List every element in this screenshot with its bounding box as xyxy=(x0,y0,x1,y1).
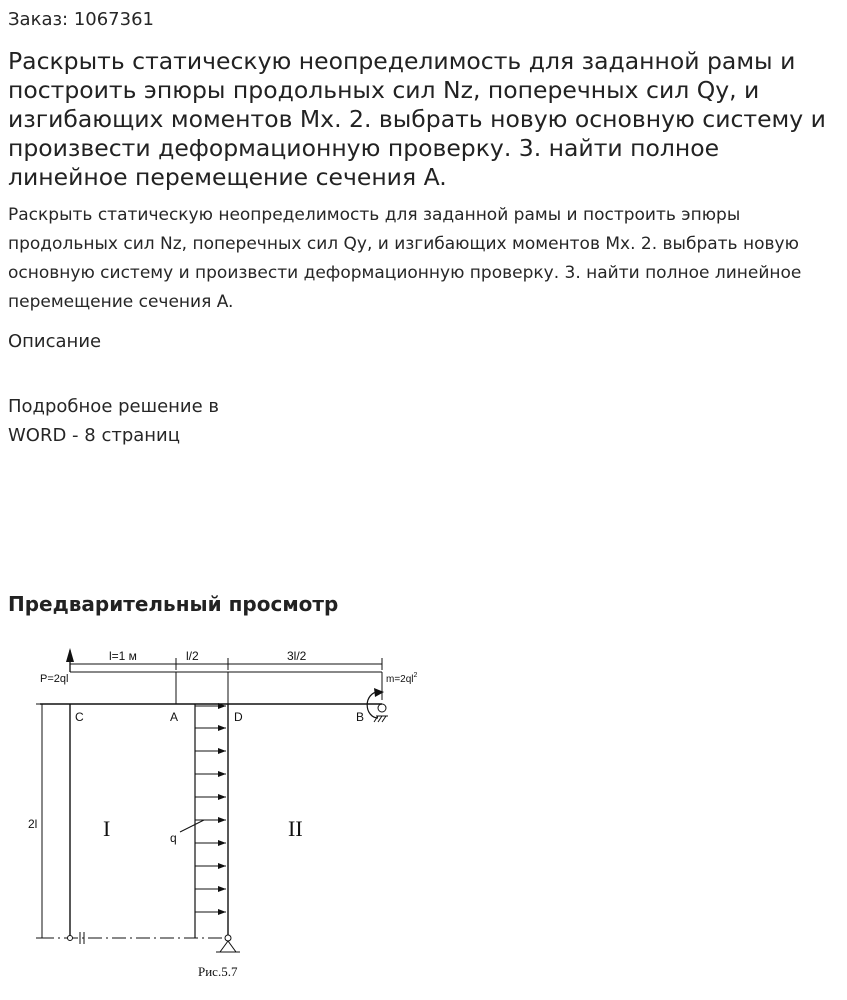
solution-line-2: WORD - 8 страниц xyxy=(8,425,181,446)
description-section-label: Описание xyxy=(8,331,102,352)
moment-m-label: $m=2ql^2$ xyxy=(386,672,418,685)
order-number: Заказ: 1067361 xyxy=(8,9,154,30)
load-p-label: P=2ql xyxy=(40,673,69,685)
dim-top-3: 3l/2 xyxy=(287,649,307,663)
solution-info xyxy=(8,392,268,450)
solution-line-1: Подробное решение в xyxy=(8,396,220,417)
dim-top-2: l/2 xyxy=(186,649,199,663)
distributed-load-arrows xyxy=(195,706,226,912)
figure-caption: Рис.5.7 xyxy=(198,964,238,979)
node-c: C xyxy=(75,710,84,724)
upper-reference-line xyxy=(70,672,382,704)
load-q-leader xyxy=(180,820,204,832)
region-1-label: I xyxy=(103,816,111,841)
load-q-label: q xyxy=(170,831,177,845)
frame-diagram xyxy=(0,630,440,990)
preview-heading: Предварительный просмотр xyxy=(8,592,339,616)
page-title: Раскрыть статическую неопределимость для заданной рамы и построить эпюры продольных сил Nz, поперечных сил Qy, и изгибающих моментов Mx. 2. выбрать новую основную систему и произвести деформационную проверку. 3. найти полное линейное перемещение сечения A. xyxy=(8,47,826,191)
node-d: D xyxy=(234,710,243,724)
node-b: B xyxy=(356,710,365,724)
task-description: Раскрыть статическую неопределимость для заданной рамы и построить эпюры продольных сил Nz, поперечных сил Qy, и изгибающих моментов Mx. 2. выбрать новую основную систему и произвести деформационную проверку. 3. найти полное линейное перемещение сечения A. xyxy=(8,205,802,312)
left-dimension-line xyxy=(36,704,48,938)
region-2-label: II xyxy=(288,816,303,841)
dim-top-1: l=1 м xyxy=(109,649,137,663)
dim-left: 2l xyxy=(28,817,38,831)
support-b xyxy=(374,704,388,722)
moment-m-exponent: 2 xyxy=(413,672,418,679)
force-p-arrowhead xyxy=(66,648,74,662)
node-a: A xyxy=(170,710,179,724)
